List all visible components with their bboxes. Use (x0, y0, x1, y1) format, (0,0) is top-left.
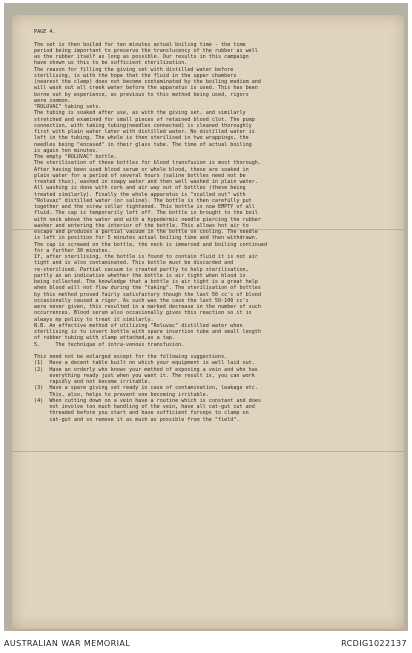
text-line: is left in position for 5 minutes actual boiling time and then withdrawn. (34, 235, 258, 242)
text-line: The tubing is soaked after use, as with the giving set, and similarly (34, 110, 246, 117)
text-line: This, also, helps to prevent one becoming irritable. (34, 391, 209, 398)
text-line: occurrences. Blood serum also occasionally gives this reaction so it is (34, 310, 252, 317)
paper-fold-line (12, 451, 404, 452)
text-line: were common. (34, 97, 71, 104)
text-line: of rubber tubing with clamp attached,as a tap. (34, 335, 176, 342)
text-line: sterilising, is with the hope that the fluid in the upper chambers (34, 72, 237, 79)
text-line: always my policy to treat it similarly. (34, 316, 154, 323)
text-line: by this method proved fairly satisfactory though the last 50 cc's of blood (34, 291, 261, 298)
text-line: first with plain water later with distilled water. No distilled water is (34, 129, 255, 135)
text-line: (4) When cutting down on a vein have a routine which is constant and does (34, 397, 261, 404)
text-line: not involve too much handling of the vein, have all cat-gut cut and (34, 404, 255, 410)
text-line: re-sterilised. Partial vacuum is created partly to help sterilisation, (34, 266, 249, 273)
text-line: washer and entering the interior of the bottle. This allows hot air to (34, 222, 249, 229)
text-line: plain water for a period of several hours (saline bottles need not be (34, 172, 246, 179)
text-line: is again ten minutes. (34, 147, 99, 154)
text-line: needles being "encased" in their glass tube. The time of actual boiling (34, 141, 252, 148)
scan-background (4, 3, 408, 631)
text-line: as the rubber itself as long as possible. Our results in this campaign (34, 54, 249, 60)
archive-footer (0, 636, 412, 653)
text-line: "Roluvac" distilled water (or saline). The bottle is then carefully put (34, 197, 252, 204)
text-line: The cap is screwed on the bottle, the neck is immersed and boiling continued (34, 241, 268, 248)
text-line: together and the screw collar tightened. This bottle is now EMPTY of all (34, 204, 255, 210)
typed-page (12, 15, 404, 629)
text-line: were never given, this resulted in a marked decrease in the number of such (34, 304, 261, 310)
text-line: with neck above the water and with a hypodermic needle piercing the rubber (34, 216, 261, 223)
text-line: threaded before you start and have sufficient forceps to clamp on (34, 410, 249, 417)
text-line: when blood will not flow during the "taking". The sterilisation of bottles (34, 285, 261, 292)
text-line: (1) Have a decent table built on which your equipment is well laid out. (34, 360, 255, 367)
text-line: have shown us this to be sufficient sterilization. (34, 60, 188, 67)
text-line: escape and produces a partial vacuum in the bottle on cooling. The needle (34, 229, 258, 235)
text-line: partly as an indication whether the bottle is air tight when blood is (34, 272, 246, 279)
text-line: After having been used blood serum or whole blood, these are soaked in (34, 166, 249, 173)
text-line: stretched and examined for small pieces of retained blood clot. The pump (34, 116, 255, 123)
text-line: PAGE 4. (34, 29, 56, 35)
text-line: N.B. An effective method of utilizing "Roluvac" distilled water when (34, 322, 243, 329)
text-line: All washing is done with cork and air way out of bottles (these being (34, 185, 246, 192)
text-line: sterilising is to invert bottle with spare insertion tube and small length (34, 329, 261, 335)
text-line: (3) Have a spare giving set ready in case of contamination, leakage etc. (34, 385, 258, 392)
text-line: The set is then boiled for ten minutes actual boiling time - the time (34, 41, 246, 48)
typed-body-text (34, 29, 394, 423)
text-line: The sterilisation of these bottles for blood transfusion is most thorough. (34, 160, 261, 167)
text-line: (nearest the clamp) does not become contaminated by the boiling medium and (34, 79, 261, 85)
text-line: "ROLUVAC" taking sets. (34, 104, 102, 110)
text-line: being collected. The knowledge that a bottle is air tight is a great help (34, 279, 258, 285)
text-line: rapidly and not become irritable. (34, 379, 151, 385)
text-line: borne out by experience, as previous to this method being used, rigors (34, 91, 249, 98)
text-line: The reason for filling the giving set with distilled water before (34, 66, 234, 73)
text-line: fluid. The cap is temporarily left off. The bottle is brought to the boil (34, 210, 258, 217)
text-line: period being important to preserve the translucency of the rubber as well (34, 47, 258, 54)
text-line: (2) Have an orderly who knows your method of exposing a vein and who has (34, 366, 258, 373)
text-line: cat-gut and so remove it as much as possible from the "field". (34, 416, 240, 423)
text-line: treated thus), washed in soapy water and then well washed in plain water. (34, 179, 258, 185)
archive-source-label: AUSTRALIAN WAR MEMORIAL (4, 639, 131, 648)
text-line: If, after sterilising, the bottle is found to contain fluid it is not air (34, 254, 258, 260)
text-line: connection, with taking tubing(needles connected) is cleaned thoroughly (34, 122, 252, 129)
text-line: everything ready just when you want it. The result is, you can work (34, 372, 255, 379)
archive-record-id: RCDIG1022137 (341, 639, 407, 648)
text-line: left in the tubing. The whole is then sterilised in two wrappings, the (34, 135, 249, 142)
text-line: The empty "ROLUVAC" bottle. (34, 154, 117, 160)
text-line: occasionally caused a rigor. As such was the case the last 50-100 cc's (34, 297, 249, 304)
text-line: 5. The technique of intra-venous transfusion. (34, 341, 185, 348)
text-line: tight and is also contaminated. This bottle must be discarded and (34, 260, 234, 267)
text-line: This need not be enlarged except for the following suggestions. (34, 354, 228, 360)
text-line: will wash out all creek water before the apparatus is used. This has been (34, 85, 258, 92)
text-line: treated similarly). Finally the whole apparatus is "scalled out" with (34, 191, 246, 198)
text-line: for a further 30 minutes. (34, 247, 111, 254)
